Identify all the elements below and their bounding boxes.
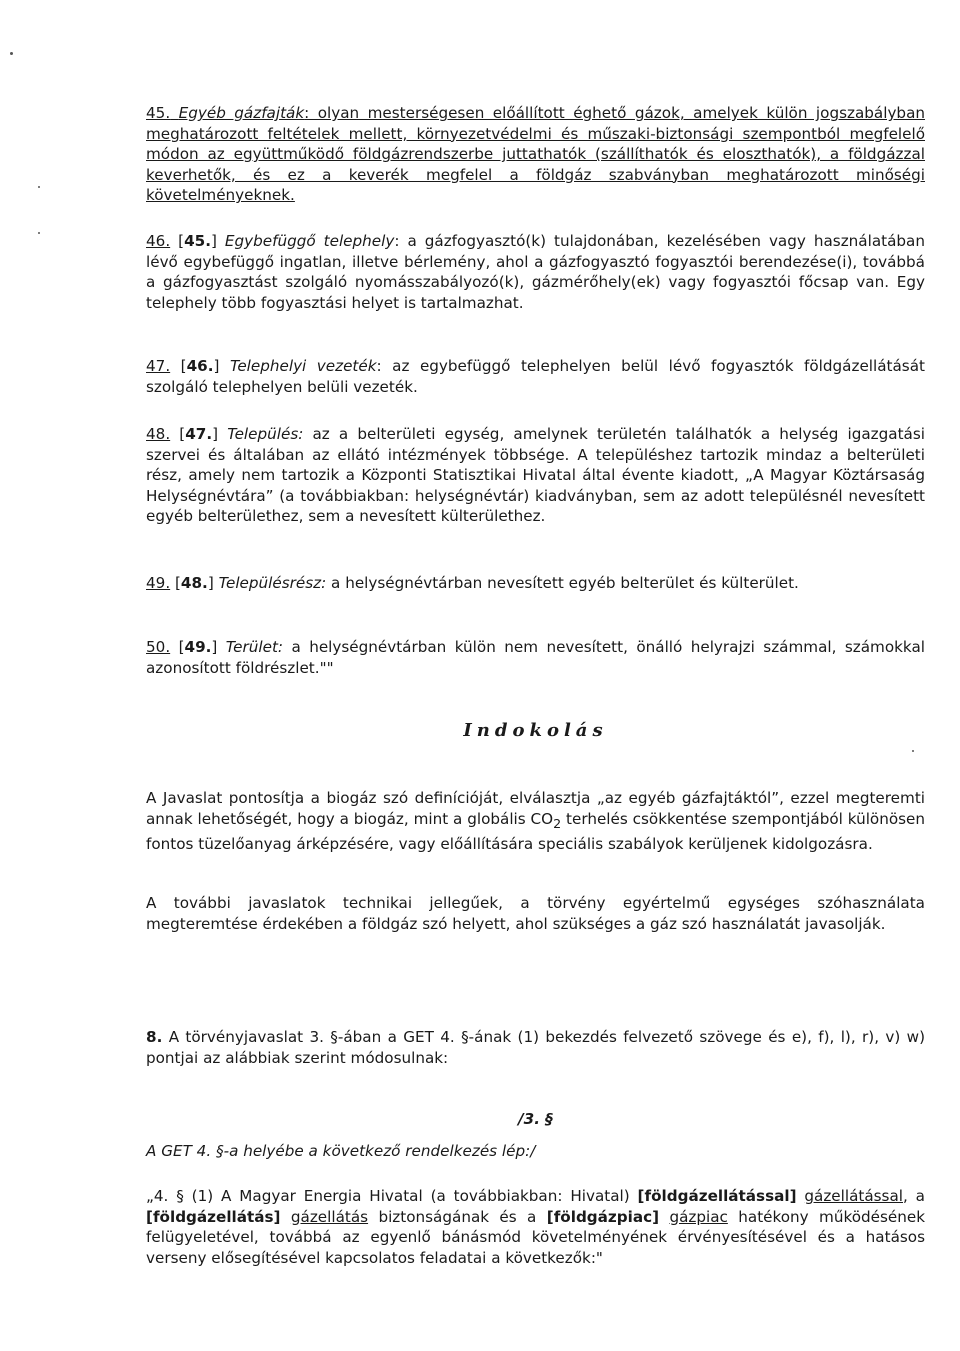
inserted-text: gázpiac — [669, 1207, 728, 1226]
bracket-close: ] — [210, 232, 225, 250]
deleted-text: [földgázellátással] — [637, 1187, 797, 1205]
old-number: 49. — [184, 638, 212, 656]
inserted-text: gázellátás — [290, 1207, 369, 1226]
bracket-open: [ — [170, 425, 186, 443]
old-number: 45. — [184, 232, 211, 250]
definition-term: Településrész: — [218, 574, 327, 592]
definition-text: : olyan mesterségesen előállított éghető gázok, amelyek külön jogszabályban meghatározott feltételek mellett, környezetvédelmi és műszaki-biztonsági szempontból megfelelő módon az együttműködő földgázrendszerbe juttathatók (szállíthatók és eloszthatók), a földgázzal keverhetők, és ez a keverék megfelel a földgáz szabványban meghatározott minőségi követelményeknek. — [146, 104, 926, 205]
definition-49 — [146, 573, 925, 594]
old-number: 47. — [185, 425, 213, 443]
item-number: 8. — [146, 1028, 163, 1046]
scan-speck — [38, 232, 40, 234]
scan-speck — [912, 750, 914, 752]
section-text: „4. § (1) A Magyar Energia Hivatal (a továbbiakban: Hivatal) — [146, 1187, 638, 1205]
bracket-close: ] — [212, 425, 228, 443]
definition-number: 48. — [146, 425, 171, 443]
scan-speck — [10, 52, 13, 55]
definition-text: a helységnévtárban nevesített egyéb belterület és külterület. — [326, 574, 799, 592]
section-marker: /3. § — [518, 1110, 553, 1128]
definition-text: : a gázfogyasztó(k) tulajdonában, kezelésében vagy használatában lévő egybefüggő ingatlan, illetve bérlemény, ahol a gázfogyasztó fogyasztói berendezése(i), továbbá a gázfogyasztást szolgáló nyomásszabályozó(k), gázmérőhely(ek) vagy fogyasztói főcsap van. Egy telephely több fogyasztási helyet is tartalmazhat. — [146, 232, 925, 312]
definition-number: 45. — [146, 104, 171, 122]
definition-text: a helységnévtárban külön nem nevesített, önálló helyrajzi számmal, számokkal azonosított földrészlet."" — [146, 638, 925, 677]
section-text: , a — [903, 1187, 925, 1205]
old-number: 48. — [180, 574, 208, 592]
reasoning-text: terhelés csökkentése szempontjából különösen fontos tüzelőanyag árképzésére, vagy előállítására speciális szabályok kerüljenek kidolgozásra. — [146, 809, 926, 854]
bracket-open: [ — [170, 357, 187, 375]
definition-text: : az egybefüggő telephelyen belül lévő fogyasztók földgázellátását szolgáló telephelyen belüli vezeték. — [146, 357, 925, 396]
definition-46 — [146, 231, 925, 313]
definition-47 — [146, 356, 925, 397]
deleted-text: [földgázellátás] — [146, 1207, 281, 1226]
deleted-text: [földgázpiac] — [546, 1207, 660, 1226]
bracket-close: ] — [213, 357, 230, 375]
co2-subscript: 2 — [553, 815, 562, 831]
definition-term: Telephelyi vezeték — [229, 357, 377, 375]
definition-number: 46. — [146, 232, 171, 250]
definition-45-underlined — [146, 104, 925, 204]
section-text: biztonságának és a — [368, 1207, 547, 1226]
definition-term: Település: — [227, 425, 304, 443]
bracket-open: [ — [170, 638, 185, 656]
definition-term: Terület: — [225, 638, 284, 656]
section-text: hatékony működésének felügyeletével, továbbá az egyenlő bánásmód követelményének érvényesítésével és a hatásos verseny elősegítésével kapcsolatos feladatai a következők:" — [146, 1207, 925, 1267]
section-4-text — [146, 1186, 925, 1268]
definition-text: az a belterületi egység, amelynek területén találhatók a helység igazgatási szervei és általában az ellátó intézmények többsége. A településhez tartozik mindaz a belterületi rész, amely nem tartozik a Központi Statisztikai Hivatal által évente kiadott, „A Magyar Köztársaság Helységnévtára” (a továbbiakban: helységnévtár) kiadványban, sem az adott településnél nevesített egyéb belterülethez, sem a nevesített külterülethez. — [146, 425, 925, 526]
definition-number: 50. — [146, 638, 171, 656]
item-text: A törvényjavaslat 3. §-ában a GET 4. §-ának (1) bekezdés felvezető szövege és e), f), l), r), v) w) pontjai az alábbiak szerint módosulnak: — [146, 1028, 925, 1067]
scan-speck — [38, 186, 40, 188]
definition-term: Egyéb gázfajták — [178, 104, 305, 122]
definition-50 — [146, 637, 925, 678]
definition-45 — [146, 103, 925, 206]
reasoning-paragraph-2: A további javaslatok technikai jellegűek, a törvény egyértelmű egységes szóhasználata megteremtése érdekében a földgáz szó helyett, ahol szükséges a gáz szó használatát javasolják. — [146, 894, 925, 933]
amendment-item-8 — [146, 1027, 925, 1068]
reasoning-heading: Indokolás — [463, 720, 608, 741]
reasoning-text: A Javaslat pontosítja a biogáz szó definícióját, elválasztja „az egyéb gázfajtáktól”, ezzel megteremti annak lehetőségét, hogy a biogáz, mint a globális CO — [146, 789, 925, 828]
definition-number: 49. — [146, 574, 171, 592]
definition-48 — [146, 424, 925, 527]
bracket-open: [ — [170, 574, 181, 592]
bracket-open: [ — [170, 232, 185, 250]
bracket-close: ] — [207, 574, 219, 592]
old-number: 46. — [186, 357, 214, 375]
bracket-close: ] — [211, 638, 226, 656]
definition-number: 47. — [146, 357, 171, 375]
reasoning-paragraph-1 — [146, 788, 925, 855]
inserted-text: gázellátással — [804, 1187, 903, 1205]
definition-term: Egybefüggő telephely — [224, 232, 395, 250]
section-intro: A GET 4. §-a helyébe a következő rendelkezés lép:/ — [146, 1142, 536, 1160]
